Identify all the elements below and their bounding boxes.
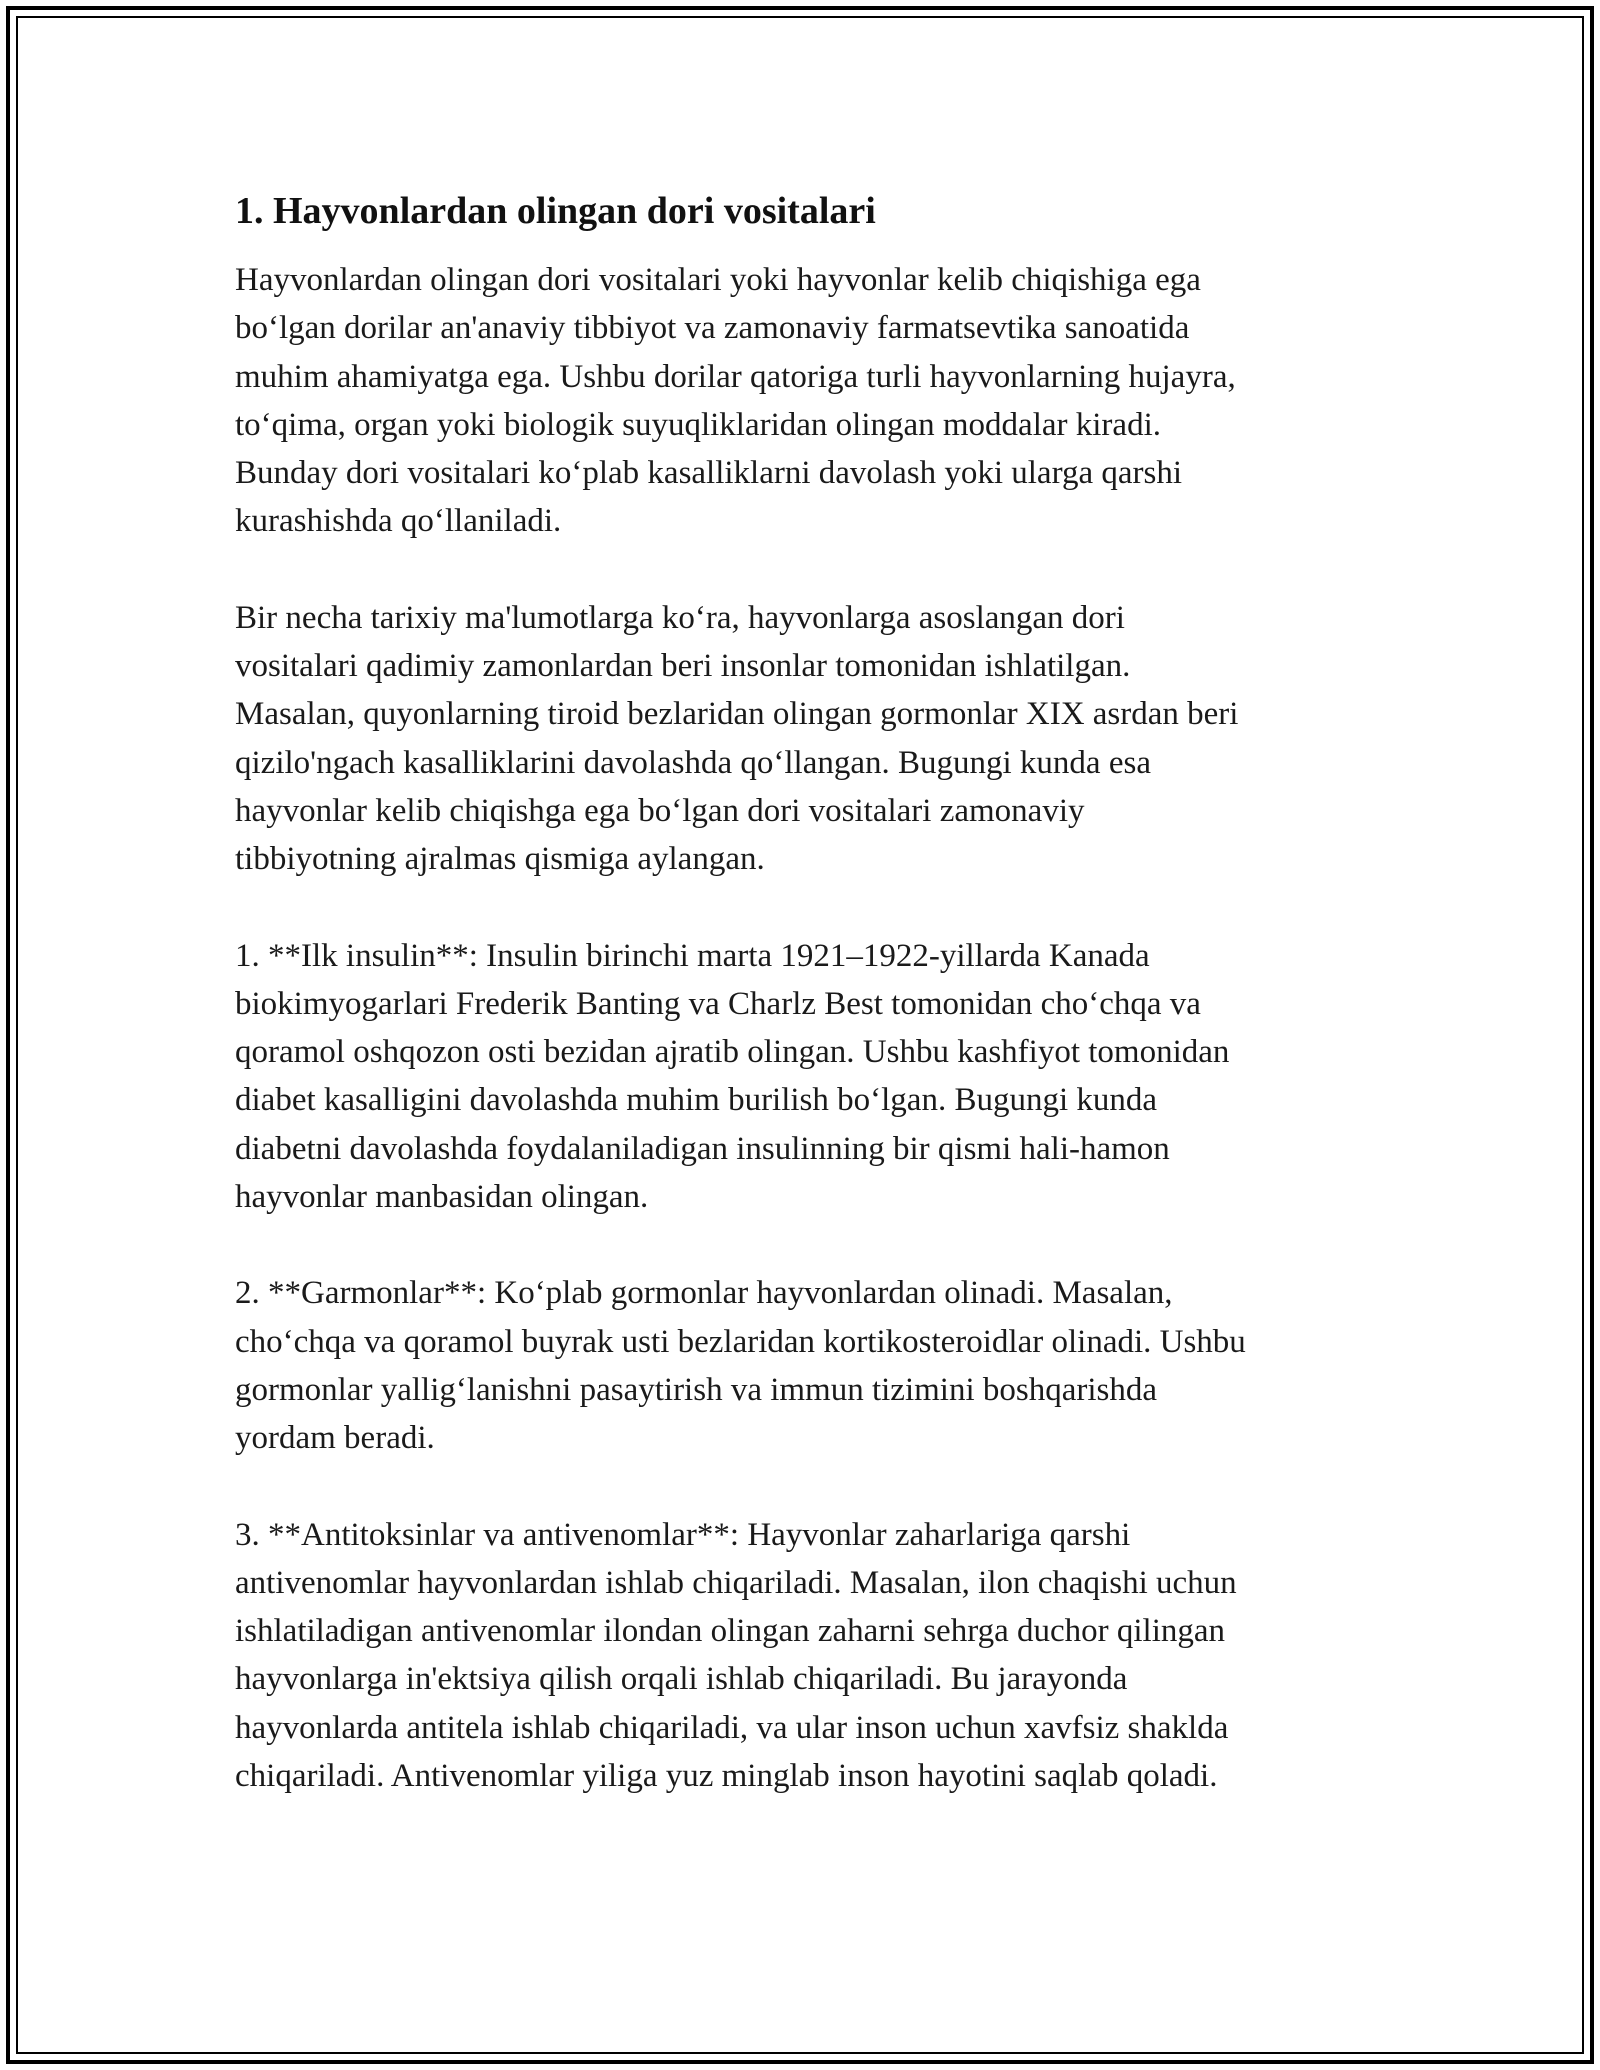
document-body [235, 186, 1375, 1848]
insulin-paragraph: 1. **Ilk insulin**: Insulin birinchi marta 1921–1922-yillarda Kanada biokimyogarlari Frederik Banting va Charlz Best tomonidan cho‘chqa va qoramol oshqozon osti bezidan ajratib olingan. Ushbu kashfiyot tomonidan diabet kasalligini davolashda muhim burilish bo‘lgan. Bugungi kunda diabetni davolashda foydalaniladigan insulinning bir qismi hali-hamon hayvonlar manbasidan olingan. [235, 937, 1230, 1216]
intro-paragraph: Hayvonlardan olingan dori vositalari yoki hayvonlar kelib chiqishiga ega bo‘lgan dorilar an'anaviy tibbiyot va zamonaviy farmatsevtika sanoatida muhim ahamiyatga ega. Ushbu dorilar qatoriga turli hayvonlarning hujayra, to‘qima, organ yoki biologik suyuqliklaridan olingan moddalar kiradi. Bunday dori vositalari ko‘plab kasalliklarni davolash yoki ularga qarshi kurashishda qo‘llaniladi. [235, 262, 1236, 540]
history-paragraph: Bir necha tarixiy ma'lumotlarga ko‘ra, hayvonlarga asoslangan dori vositalari qadimiy zamonlardan beri insonlar tomonidan ishlatilgan. Masalan, quyonlarning tiroid bezlaridan olingan gormonlar XIX asrdan beri qizilo'ngach kasalliklarini davolashda qo‘llangan. Bugungi kunda esa hayvonlar kelib chiqishga ega bo‘lgan dori vositalari zamonaviy tibbiyotning ajralmas qismiga aylangan. [235, 599, 1239, 878]
hormones-paragraph: 2. **Garmonlar**: Ko‘plab gormonlar hayvonlardan olinadi. Masalan, cho‘chqa va qoramol buyrak usti bezlaridan kortikosteroidlar olinadi. Ushbu gormonlar yallig‘lanishni pasaytirish va immun tizimini boshqarishda yordam beradi. [235, 1275, 1246, 1457]
antivenoms-paragraph: 3. **Antitoksinlar va antivenomlar**: Hayvonlar zaharlariga qarshi antivenomlar hayvonlardan ishlab chiqariladi. Masalan, ilon chaqishi uchun ishlatiladigan antivenomlar ilondan olingan zaharni sehrga duchor qilingan hayvonlarga in'ektsiya qilish orqali ishlab chiqariladi. Bu jarayonda hayvonlarda antitela ishlab chiqariladi, va ular inson uchun xavfsiz shaklda chiqariladi. Antivenomlar yiliga yuz minglab inson hayotini saqlab qoladi. [235, 1516, 1237, 1795]
document-title: 1. Hayvonlardan olingan dori vositalari [235, 190, 876, 232]
